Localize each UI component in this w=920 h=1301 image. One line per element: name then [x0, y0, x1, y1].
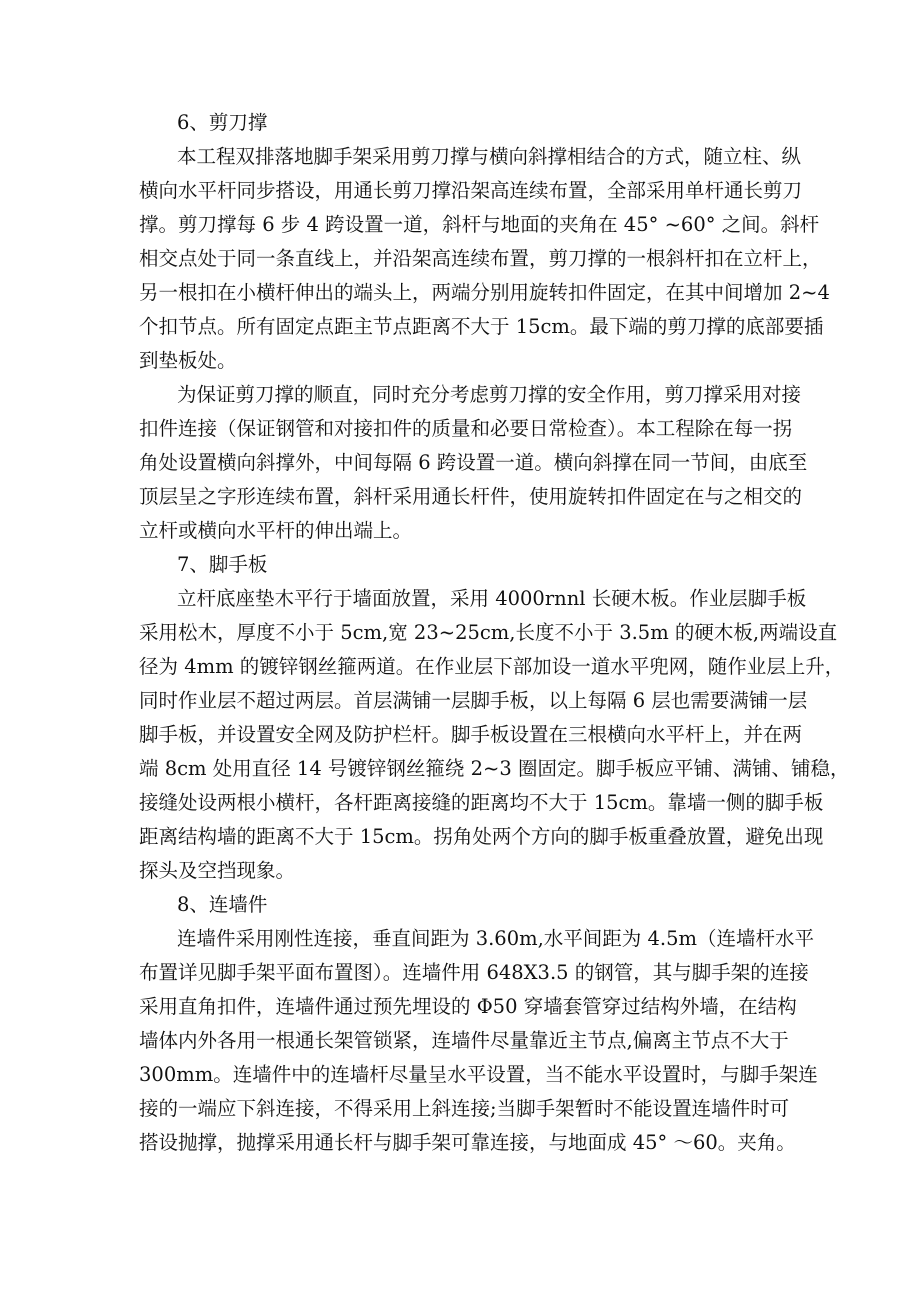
paragraph-line: 采用松木，厚度不小于 5cm,宽 23~25cm,长度不小于 3.5m 的硬木板,两端设直 — [139, 621, 838, 644]
paragraph-line: 立杆或横向水平杆的伸出端上。 — [139, 519, 413, 542]
section-heading-6: 6、剪刀撑 — [177, 111, 268, 134]
paragraph-line: 另一根扣在小横杆伸出的端头上，两端分别用旋转扣件固定，在其中间增加 2~4 — [139, 281, 830, 304]
paragraph-line: 立杆底座垫木平行于墙面放置，采用 4000rnnl 长硬木板。作业层脚手板 — [177, 587, 807, 610]
paragraph-line: 径为 4mm 的镀锌钢丝箍两道。在作业层下部加设一道水平兜网，随作业层上升， — [139, 655, 845, 678]
paragraph-line: 300mm。连墙件中的连墙杆尽量呈水平设置，当不能水平设置时，与脚手架连 — [139, 1063, 818, 1086]
paragraph-line: 相交点处于同一条直线上，并沿架高连续布置，剪刀撑的一根斜杆扣在立杆上， — [139, 247, 822, 270]
section-heading-8: 8、连墙件 — [177, 893, 268, 916]
paragraph-line: 扣件连接（保证钢管和对接扣件的质量和必要日常检查）。本工程除在每一拐 — [139, 417, 793, 440]
paragraph-line: 距离结构墙的距离不大于 15cm。拐角处两个方向的脚手板重叠放置，避免出现 — [139, 825, 824, 848]
paragraph-line: 角处设置横向斜撑外，中间每隔 6 跨设置一道。横向斜撑在同一节间，由底至 — [139, 451, 808, 474]
paragraph-line: 布置详见脚手架平面布置图）。连墙件用 648X3.5 的钢管，其与脚手架的连接 — [139, 961, 809, 984]
paragraph-line: 连墙件采用刚性连接，垂直间距为 3.60m,水平间距为 4.5m（连墙杆水平 — [177, 927, 815, 950]
paragraph-line: 横向水平杆同步搭设，用通长剪刀撑沿架高连续布置，全部采用单杆通长剪刀 — [139, 179, 803, 202]
paragraph-line: 为保证剪刀撑的顺直，同时充分考虑剪刀撑的安全作用，剪刀撑采用对接 — [177, 383, 802, 406]
paragraph-line: 到垫板处。 — [139, 349, 237, 372]
paragraph-line: 接缝处设两根小横杆，各杆距离接缝的距离均不大于 15cm。靠墙一侧的脚手板 — [139, 791, 824, 814]
paragraph-line: 墙体内外各用一根通长架管锁紧，连墙件尽量靠近主节点,偏离主节点不大于 — [139, 1029, 789, 1052]
paragraph-line: 搭设抛撑，抛撑采用通长杆与脚手架可靠连接，与地面成 45° ～60。夹角。 — [139, 1131, 796, 1154]
paragraph-line: 脚手板，并设置安全网及防护栏杆。脚手板设置在三根横向水平杆上，并在两 — [139, 723, 803, 746]
section-heading-7: 7、脚手板 — [177, 553, 268, 576]
paragraph-line: 本工程双排落地脚手架采用剪刀撑与横向斜撑相结合的方式，随立柱、纵 — [177, 145, 802, 168]
paragraph-line: 端 8cm 处用直径 14 号镀锌钢丝箍绕 2~3 圈固定。脚手板应平铺、满铺、铺稳， — [139, 757, 850, 780]
paragraph-line: 探头及空挡现象。 — [139, 859, 296, 882]
paragraph-line: 个扣节点。所有固定点距主节点距离不大于 15cm。最下端的剪刀撑的底部要插 — [139, 315, 824, 338]
paragraph-line: 同时作业层不超过两层。首层满铺一层脚手板，以上每隔 6 层也需要满铺一层 — [139, 689, 808, 712]
paragraph-line: 撑。剪刀撑每 6 步 4 跨设置一道，斜杆与地面的夹角在 45° ~60° 之间。斜杆 — [139, 213, 820, 236]
paragraph-line: 接的一端应下斜连接，不得采用上斜连接;当脚手架暂时不能设置连墙件时可 — [139, 1097, 790, 1120]
paragraph-line: 采用直角扣件，连墙件通过预先埋设的 Φ50 穿墙套管穿过结构外墙，在结构 — [139, 995, 797, 1018]
paragraph-line: 顶层呈之字形连续布置，斜杆采用通长杆件，使用旋转扣件固定在与之相交的 — [139, 485, 803, 508]
